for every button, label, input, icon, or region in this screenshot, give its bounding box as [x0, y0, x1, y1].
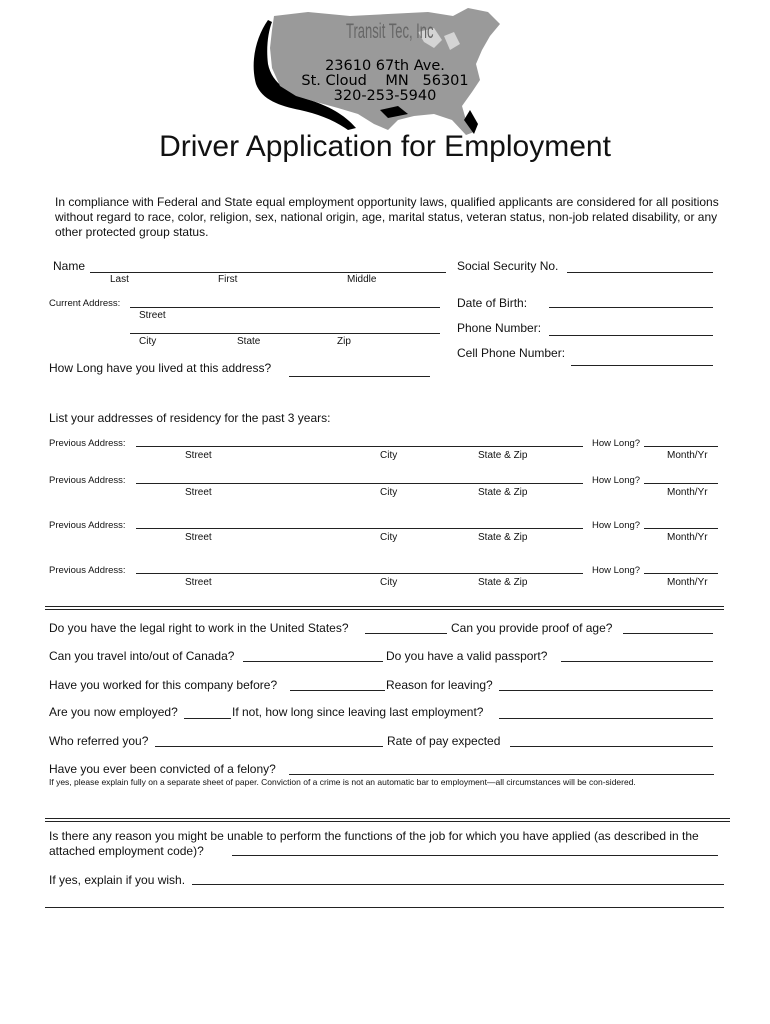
- city-caption: City: [380, 532, 398, 543]
- reason-leaving-question: Reason for leaving?: [386, 678, 493, 692]
- canada-field[interactable]: [243, 661, 383, 662]
- state-zip-caption: State & Zip: [478, 450, 528, 461]
- explain-line-2[interactable]: [45, 907, 724, 908]
- proof-age-field[interactable]: [623, 633, 713, 634]
- felony-note: If yes, please explain fully on a separate sheet of paper. Conviction of a crime is not an automatic bar to employment—all circumstances will be con-sidered.: [49, 777, 636, 787]
- dob-field[interactable]: [549, 307, 713, 308]
- previous-address-field[interactable]: [136, 483, 583, 484]
- name-label: Name: [53, 259, 86, 273]
- rate-pay-field[interactable]: [510, 746, 713, 747]
- phone-label: Phone Number:: [457, 321, 542, 335]
- dob-label: Date of Birth:: [457, 296, 528, 310]
- previous-address-field[interactable]: [136, 573, 583, 574]
- page-title: Driver Application for Employment: [159, 130, 611, 163]
- city-caption: City: [380, 577, 398, 588]
- state-caption: State: [237, 336, 261, 347]
- how-long-label: How Long?: [592, 438, 641, 449]
- section-divider-2: [45, 818, 730, 822]
- cell-phone-label: Cell Phone Number:: [457, 346, 566, 360]
- name-field[interactable]: [90, 272, 446, 273]
- current-address-label: Current Address:: [49, 298, 121, 309]
- explain-label: If yes, explain if you wish.: [49, 873, 186, 887]
- now-employed-field[interactable]: [184, 718, 231, 719]
- name-last-caption: Last: [110, 274, 129, 285]
- passport-question: Do you have a valid passport?: [386, 649, 548, 663]
- name-first-caption: First: [218, 274, 238, 285]
- city-caption: City: [380, 487, 398, 498]
- functions-field[interactable]: [232, 855, 718, 856]
- company-name: Transit Tec, Inc: [346, 20, 434, 43]
- functions-question: Is there any reason you might be unable to perform the functions of the job for which you have applied (as described in the attached employment code)?: [49, 829, 699, 858]
- cell-phone-field[interactable]: [571, 365, 713, 366]
- since-leaving-field[interactable]: [499, 718, 713, 719]
- referred-field[interactable]: [155, 746, 383, 747]
- state-zip-caption: State & Zip: [478, 577, 528, 588]
- passport-field[interactable]: [561, 661, 713, 662]
- legal-right-question: Do you have the legal right to work in the United States?: [49, 621, 349, 635]
- ssn-field[interactable]: [567, 272, 713, 273]
- felony-field[interactable]: [289, 774, 714, 775]
- rate-pay-question: Rate of pay expected: [387, 734, 501, 748]
- company-address-line2: St. Cloud MN 56301: [301, 73, 469, 89]
- street-caption: Street: [185, 532, 212, 543]
- referred-question: Who referred you?: [49, 734, 149, 748]
- eeo-statement: In compliance with Federal and State equal employment opportunity laws, qualified applicants are considered for all positions without regard to race, color, religion, sex, national origin, age, marital status, veteran status, non-job related disability, or any other protected group status.: [55, 195, 719, 239]
- now-employed-question: Are you now employed?: [49, 705, 178, 719]
- how-long-field[interactable]: [644, 446, 718, 447]
- how-long-field[interactable]: [644, 528, 718, 529]
- previous-address-field[interactable]: [136, 446, 583, 447]
- reason-leaving-field[interactable]: [499, 690, 713, 691]
- previous-address-label: Previous Address:: [49, 520, 126, 531]
- residency-heading: List your addresses of residency for the past 3 years:: [49, 411, 331, 425]
- how-long-label: How Long?: [592, 565, 641, 576]
- previous-address-field[interactable]: [136, 528, 583, 529]
- previous-address-label: Previous Address:: [49, 565, 126, 576]
- proof-age-question: Can you provide proof of age?: [451, 621, 613, 635]
- previous-address-label: Previous Address:: [49, 438, 126, 449]
- how-long-address-label: How Long have you lived at this address?: [49, 361, 272, 375]
- name-middle-caption: Middle: [347, 274, 377, 285]
- current-city-state-zip-field[interactable]: [130, 333, 440, 334]
- how-long-field[interactable]: [644, 483, 718, 484]
- street-caption: Street: [185, 487, 212, 498]
- month-yr-caption: Month/Yr: [667, 487, 708, 498]
- worked-before-field[interactable]: [290, 690, 385, 691]
- how-long-label: How Long?: [592, 475, 641, 486]
- state-zip-caption: State & Zip: [478, 487, 528, 498]
- company-address-line1: 23610 67th Ave.: [325, 58, 445, 74]
- ssn-label: Social Security No.: [457, 259, 559, 273]
- zip-caption: Zip: [337, 336, 351, 347]
- month-yr-caption: Month/Yr: [667, 450, 708, 461]
- section-divider: [45, 606, 724, 610]
- city-caption: City: [380, 450, 398, 461]
- since-leaving-question: If not, how long since leaving last employment?: [232, 705, 484, 719]
- state-zip-caption: State & Zip: [478, 532, 528, 543]
- month-yr-caption: Month/Yr: [667, 532, 708, 543]
- current-street-field[interactable]: [130, 307, 440, 308]
- legal-right-field[interactable]: [365, 633, 447, 634]
- phone-field[interactable]: [549, 335, 713, 336]
- how-long-address-field[interactable]: [289, 376, 430, 377]
- street-caption: Street: [139, 310, 166, 321]
- street-caption: Street: [185, 450, 212, 461]
- canada-question: Can you travel into/out of Canada?: [49, 649, 235, 663]
- month-yr-caption: Month/Yr: [667, 577, 708, 588]
- worked-before-question: Have you worked for this company before?: [49, 678, 278, 692]
- city-caption: City: [139, 336, 157, 347]
- street-caption: Street: [185, 577, 212, 588]
- how-long-field[interactable]: [644, 573, 718, 574]
- explain-field[interactable]: [192, 884, 724, 885]
- felony-question: Have you ever been convicted of a felony?: [49, 762, 276, 776]
- company-phone: 320-253-5940: [333, 88, 437, 104]
- previous-address-label: Previous Address:: [49, 475, 126, 486]
- how-long-label: How Long?: [592, 520, 641, 531]
